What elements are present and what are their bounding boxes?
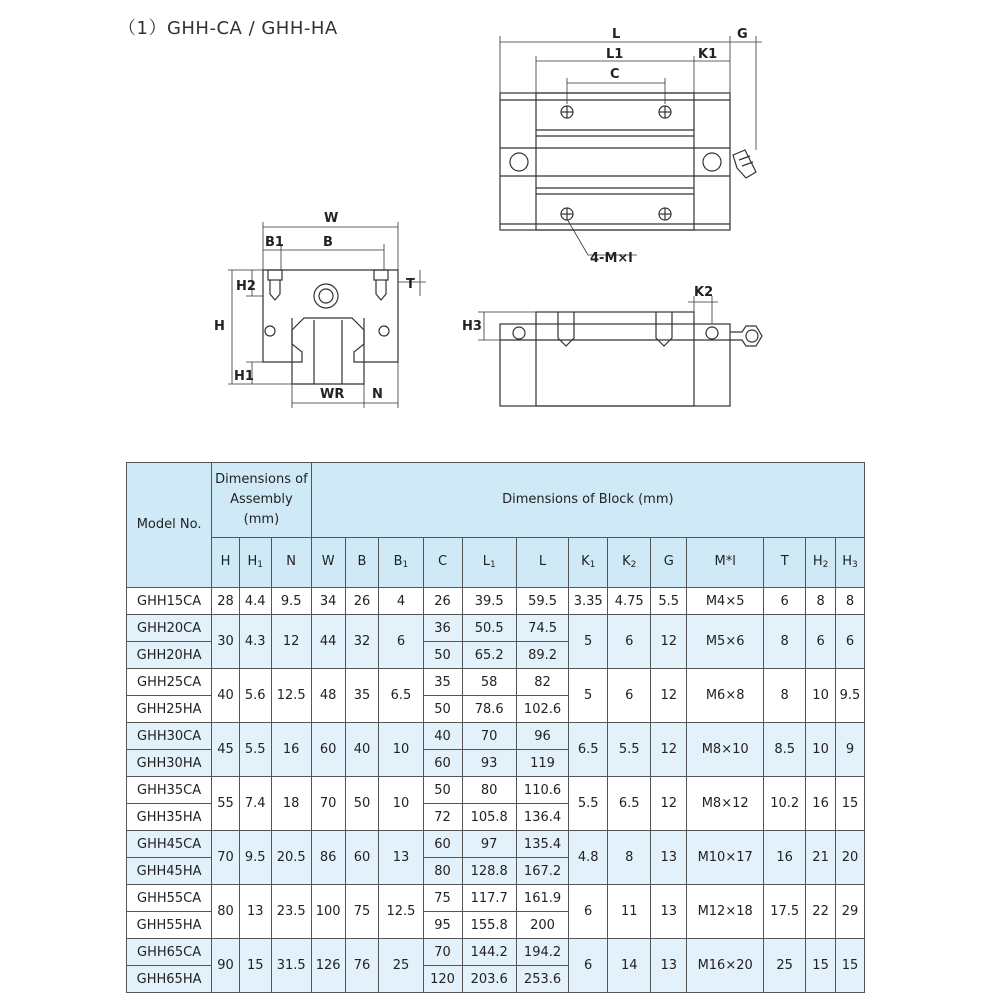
table-cell: M8×10 (687, 723, 764, 777)
table-cell: 55 (212, 777, 240, 831)
table-cell: 155.8 (462, 912, 516, 939)
table-cell: 50.5 (462, 615, 516, 642)
col-header: $L_1$ (462, 538, 516, 588)
col-header: G (651, 538, 687, 588)
table-cell: 6 (608, 615, 651, 669)
table-cell: 29 (835, 885, 864, 939)
table-cell: 6 (835, 615, 864, 669)
table-cell: 5.6 (239, 669, 271, 723)
col-header: $K_2$ (608, 538, 651, 588)
table-cell: M10×17 (687, 831, 764, 885)
table-cell: M16×20 (687, 939, 764, 993)
table-cell: 80 (212, 885, 240, 939)
table-row (127, 669, 865, 696)
table-cell: 10.2 (764, 777, 806, 831)
table-row (127, 939, 865, 966)
table-cell: 120 (423, 966, 462, 993)
table-cell: 102.6 (516, 696, 568, 723)
table-cell: 26 (423, 588, 462, 615)
table-cell: 6 (806, 615, 836, 669)
table-cell: M6×8 (687, 669, 764, 723)
table-cell: 13 (379, 831, 423, 885)
table-cell: 35 (423, 669, 462, 696)
table-cell: 194.2 (516, 939, 568, 966)
table-cell: 10 (806, 723, 836, 777)
table-cell: 7.4 (239, 777, 271, 831)
table-cell: 75 (345, 885, 379, 939)
table-cell: 78.6 (462, 696, 516, 723)
table-cell: 22 (806, 885, 836, 939)
table-cell: 31.5 (271, 939, 311, 993)
section-title: （1）GHH-CA / GHH-HA (118, 18, 338, 39)
label-W: W (324, 211, 339, 226)
table-cell: 6 (608, 669, 651, 723)
table-cell: 100 (311, 885, 345, 939)
table-cell: 28 (212, 588, 240, 615)
table-cell: 17.5 (764, 885, 806, 939)
col-header: B (345, 538, 379, 588)
table-cell: 96 (516, 723, 568, 750)
table-cell: 93 (462, 750, 516, 777)
table-cell: 32 (345, 615, 379, 669)
table-cell: 3.35 (569, 588, 608, 615)
col-header: $B_1$ (379, 538, 423, 588)
table-cell: 8 (608, 831, 651, 885)
table-cell: 74.5 (516, 615, 568, 642)
table-cell: 161.9 (516, 885, 568, 912)
table-cell: 6 (569, 939, 608, 993)
table-cell: 12 (271, 615, 311, 669)
table-cell: 9.5 (271, 588, 311, 615)
table-cell: 13 (651, 885, 687, 939)
label-MxI: 4-M×l (590, 251, 633, 266)
table-cell: 110.6 (516, 777, 568, 804)
table-cell: 10 (379, 777, 423, 831)
table-cell: 10 (806, 669, 836, 723)
table-cell: 65.2 (462, 642, 516, 669)
table-cell: 5.5 (569, 777, 608, 831)
table-cell: 6.5 (379, 669, 423, 723)
table-cell: 14 (608, 939, 651, 993)
table-cell: 26 (345, 588, 379, 615)
table-cell: 35 (345, 669, 379, 723)
table-cell: 8 (764, 615, 806, 669)
table-cell: 90 (212, 939, 240, 993)
column-header-row (127, 538, 865, 588)
table-cell: 9 (835, 723, 864, 777)
table-cell: 4.4 (239, 588, 271, 615)
label-B: B (323, 235, 333, 250)
model-header: Model No. (127, 463, 212, 588)
col-header: T (764, 538, 806, 588)
table-cell: 18 (271, 777, 311, 831)
table-cell: 15 (239, 939, 271, 993)
table-cell: 5.5 (239, 723, 271, 777)
col-header: N (271, 538, 311, 588)
table-cell: 50 (423, 642, 462, 669)
table-cell: M5×6 (687, 615, 764, 669)
table-cell: GHH65HA (127, 966, 212, 993)
table-body (127, 588, 865, 993)
col-header: H (212, 538, 240, 588)
table-cell: 5.5 (651, 588, 687, 615)
table-cell: 135.4 (516, 831, 568, 858)
table-cell: 39.5 (462, 588, 516, 615)
table-cell: 97 (462, 831, 516, 858)
table-cell: 6 (379, 615, 423, 669)
table-cell: 4.3 (239, 615, 271, 669)
table-cell: GHH45HA (127, 858, 212, 885)
table-cell: 34 (311, 588, 345, 615)
table-cell: GHH55HA (127, 912, 212, 939)
table-row (127, 615, 865, 642)
table-cell: GHH45CA (127, 831, 212, 858)
table-cell: GHH25HA (127, 696, 212, 723)
table-cell: 12 (651, 615, 687, 669)
table-cell: 128.8 (462, 858, 516, 885)
table-row (127, 588, 865, 615)
table-cell: 70 (462, 723, 516, 750)
table-cell: 8 (806, 588, 836, 615)
table-cell: 12 (651, 669, 687, 723)
table-cell: 89.2 (516, 642, 568, 669)
label-WR: WR (320, 387, 345, 402)
table-cell: GHH25CA (127, 669, 212, 696)
table-cell: 72 (423, 804, 462, 831)
table-cell: 8 (835, 588, 864, 615)
table-cell: 20.5 (271, 831, 311, 885)
table-cell: GHH30HA (127, 750, 212, 777)
table-cell: 117.7 (462, 885, 516, 912)
table-cell: 12.5 (379, 885, 423, 939)
table-cell: 76 (345, 939, 379, 993)
col-header: $H_2$ (806, 538, 836, 588)
table-cell: 95 (423, 912, 462, 939)
label-K2: K2 (694, 285, 714, 300)
table-cell: 13 (651, 939, 687, 993)
table-cell: 4.75 (608, 588, 651, 615)
table-cell: 25 (764, 939, 806, 993)
label-H3: H3 (462, 319, 482, 334)
table-cell: GHH15CA (127, 588, 212, 615)
col-header: C (423, 538, 462, 588)
table-cell: M8×12 (687, 777, 764, 831)
table-cell: M12×18 (687, 885, 764, 939)
table-cell: 60 (345, 831, 379, 885)
label-B1: B1 (265, 235, 284, 250)
table-cell: 80 (462, 777, 516, 804)
table-cell: 11 (608, 885, 651, 939)
table-cell: 6 (764, 588, 806, 615)
table-cell: 50 (423, 777, 462, 804)
table-cell: 13 (651, 831, 687, 885)
table-cell: GHH35HA (127, 804, 212, 831)
table-cell: 45 (212, 723, 240, 777)
specification-table (126, 462, 865, 993)
table-cell: 5.5 (608, 723, 651, 777)
table-cell: 6.5 (608, 777, 651, 831)
table-cell: 48 (311, 669, 345, 723)
table-cell: 12.5 (271, 669, 311, 723)
label-L: L (612, 27, 621, 42)
table-cell: 30 (212, 615, 240, 669)
table-cell: GHH20CA (127, 615, 212, 642)
table-cell: GHH65CA (127, 939, 212, 966)
table-cell: 70 (311, 777, 345, 831)
top-view-drawing (500, 36, 762, 255)
table-cell: GHH35CA (127, 777, 212, 804)
table-cell: 60 (423, 750, 462, 777)
table-cell: 12 (651, 723, 687, 777)
table-cell: GHH30CA (127, 723, 212, 750)
label-G: G (737, 27, 748, 42)
table-cell: 86 (311, 831, 345, 885)
table-cell: 58 (462, 669, 516, 696)
col-header: L (516, 538, 568, 588)
table-cell: 50 (345, 777, 379, 831)
table-cell: 75 (423, 885, 462, 912)
table-cell: 253.6 (516, 966, 568, 993)
table-cell: 40 (345, 723, 379, 777)
table-cell: GHH55CA (127, 885, 212, 912)
table-cell: 4.8 (569, 831, 608, 885)
table-cell: 8 (764, 669, 806, 723)
col-header: $H_3$ (835, 538, 864, 588)
table-cell: 5 (569, 669, 608, 723)
table-cell: 21 (806, 831, 836, 885)
table-cell: 126 (311, 939, 345, 993)
table-cell: 80 (423, 858, 462, 885)
label-N: N (372, 387, 383, 402)
col-header: W (311, 538, 345, 588)
table-cell: 12 (651, 777, 687, 831)
table-cell: 70 (212, 831, 240, 885)
label-H: H (214, 319, 225, 334)
table-cell: 203.6 (462, 966, 516, 993)
table-cell: 200 (516, 912, 568, 939)
table-cell: 144.2 (462, 939, 516, 966)
table-cell: 82 (516, 669, 568, 696)
col-header: $K_1$ (569, 538, 608, 588)
col-header: M*l (687, 538, 764, 588)
technical-drawings (0, 0, 1000, 450)
table-cell: 13 (239, 885, 271, 939)
table-cell: 60 (311, 723, 345, 777)
table-row (127, 777, 865, 804)
table-cell: 5 (569, 615, 608, 669)
table-cell: 16 (271, 723, 311, 777)
table-cell: 119 (516, 750, 568, 777)
table-cell: 136.4 (516, 804, 568, 831)
table-cell: 23.5 (271, 885, 311, 939)
table-cell: GHH20HA (127, 642, 212, 669)
table-cell: M4×5 (687, 588, 764, 615)
table-cell: 25 (379, 939, 423, 993)
side-view-drawing (478, 296, 762, 406)
table-cell: 9.5 (835, 669, 864, 723)
table-cell: 6 (569, 885, 608, 939)
label-H2: H2 (236, 279, 256, 294)
table-cell: 4 (379, 588, 423, 615)
table-row (127, 885, 865, 912)
table-cell: 15 (835, 939, 864, 993)
table-cell: 70 (423, 939, 462, 966)
table-cell: 16 (764, 831, 806, 885)
label-T: T (406, 277, 415, 292)
table-cell: 15 (835, 777, 864, 831)
label-L1: L1 (606, 47, 624, 62)
assembly-header: Dimensions of Assembly (mm) (212, 463, 312, 538)
table-cell: 9.5 (239, 831, 271, 885)
label-C: C (610, 67, 620, 82)
table-cell: 40 (423, 723, 462, 750)
table-cell: 8.5 (764, 723, 806, 777)
table-cell: 6.5 (569, 723, 608, 777)
table-cell: 15 (806, 939, 836, 993)
table-row (127, 723, 865, 750)
table-cell: 60 (423, 831, 462, 858)
table-row (127, 831, 865, 858)
table-cell: 44 (311, 615, 345, 669)
table-cell: 10 (379, 723, 423, 777)
label-K1: K1 (698, 47, 718, 62)
table-cell: 20 (835, 831, 864, 885)
label-H1: H1 (234, 369, 254, 384)
table-cell: 16 (806, 777, 836, 831)
table-cell: 40 (212, 669, 240, 723)
block-header: Dimensions of Block (mm) (311, 463, 864, 538)
col-header: $H_1$ (239, 538, 271, 588)
table-cell: 59.5 (516, 588, 568, 615)
table-cell: 50 (423, 696, 462, 723)
table-cell: 36 (423, 615, 462, 642)
table-cell: 167.2 (516, 858, 568, 885)
table-cell: 105.8 (462, 804, 516, 831)
